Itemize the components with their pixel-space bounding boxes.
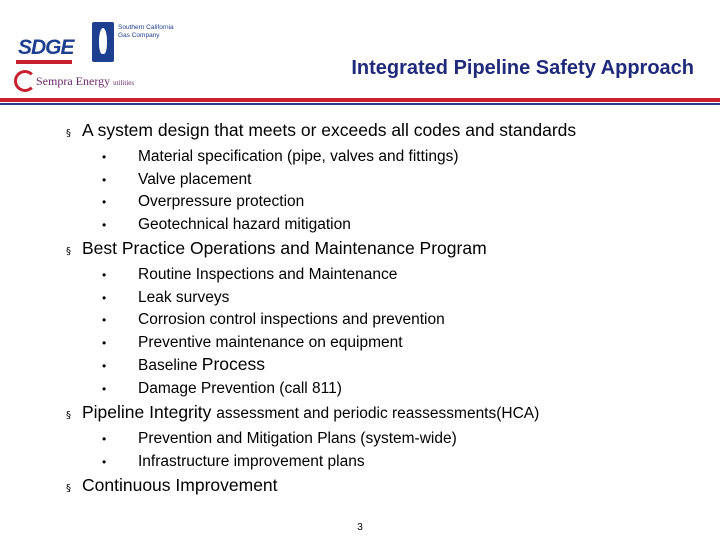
list-item-text: Corrosion control inspections and prevention (138, 311, 445, 328)
slide-body (66, 118, 706, 501)
bullet-icon: • (102, 381, 107, 396)
list-item (66, 354, 706, 378)
list-item-text (138, 354, 265, 377)
list-item (66, 191, 706, 214)
header-rule-blue (0, 103, 720, 105)
list-item-text: Preventive maintenance on equipment (138, 333, 403, 351)
list-item (66, 264, 706, 287)
list-item (66, 428, 706, 451)
logo-group (14, 18, 174, 98)
list-item-text: Valve placement (138, 170, 252, 188)
bullet-icon: • (102, 290, 107, 305)
section-heading-large: Pipeline Integrity (82, 402, 217, 422)
list-item (66, 332, 706, 355)
slide-title: Integrated Pipeline Safety Approach (351, 57, 694, 79)
list-item (66, 169, 706, 192)
bullet-icon: • (102, 217, 107, 232)
section-heading (66, 473, 706, 501)
bullet-icon: • (102, 150, 107, 164)
list-item-text: Infrastructure improvement plans (138, 452, 365, 470)
sempra-logo-suffix: utilities (113, 79, 135, 87)
list-item-text: Routine Inspections and Maintenance (138, 266, 398, 283)
bullet-icon: • (102, 359, 107, 373)
sdge-logo-bar (16, 60, 72, 64)
section-heading-text: A system design that meets or exceeds all codes and standards (82, 120, 577, 140)
list-item-text: Material specification (pipe, valves and fittings) (138, 148, 459, 165)
page-number: 3 (357, 522, 363, 533)
section-bullet-icon: § (66, 128, 71, 139)
list-item-text: Damage Prevention (call 811) (138, 379, 342, 397)
list-item-text: Leak surveys (138, 288, 230, 306)
section-heading (66, 118, 706, 146)
list-item (66, 309, 706, 332)
bullet-icon: • (102, 195, 107, 209)
list-item-text: Prevention and Mitigation Plans (system-wide) (138, 430, 457, 447)
flame-icon (99, 28, 107, 54)
sempra-logo (36, 74, 134, 89)
list-item-text: Geotechnical hazard mitigation (138, 215, 351, 233)
section-bullet-icon: § (66, 246, 71, 257)
section-heading (66, 236, 706, 264)
sempra-logo-name: Sempra Energy (36, 74, 111, 88)
section-heading (66, 400, 706, 428)
list-item (66, 214, 706, 237)
section-heading-text: Best Practice Operations and Maintenance Program (82, 238, 487, 258)
list-item-text-large: Process (201, 354, 265, 374)
list-item-text: Overpressure protection (138, 193, 305, 210)
bullet-icon: • (102, 454, 107, 469)
section-heading-small: assessment and periodic reassessments(HCA) (216, 405, 540, 422)
section-heading-text (82, 400, 539, 426)
sempra-swirl-icon (14, 70, 36, 92)
list-item (66, 378, 706, 401)
section-bullet-icon: § (66, 483, 71, 494)
bullet-icon: • (102, 432, 107, 446)
list-item-text-part: Baseline (138, 357, 198, 374)
sdge-logo: SDGE (18, 36, 74, 59)
socalgas-logo-text: Southern California Gas Company (118, 24, 174, 39)
bullet-icon: • (102, 313, 107, 327)
list-item (66, 451, 706, 474)
list-item (66, 146, 706, 169)
header-rule-red (0, 98, 720, 102)
bullet-icon: • (102, 335, 107, 350)
bullet-icon: • (102, 268, 107, 282)
section-bullet-icon: § (66, 410, 71, 421)
list-item (66, 287, 706, 310)
section-heading-text: Continuous Improvement (82, 475, 278, 495)
bullet-icon: • (102, 172, 107, 187)
